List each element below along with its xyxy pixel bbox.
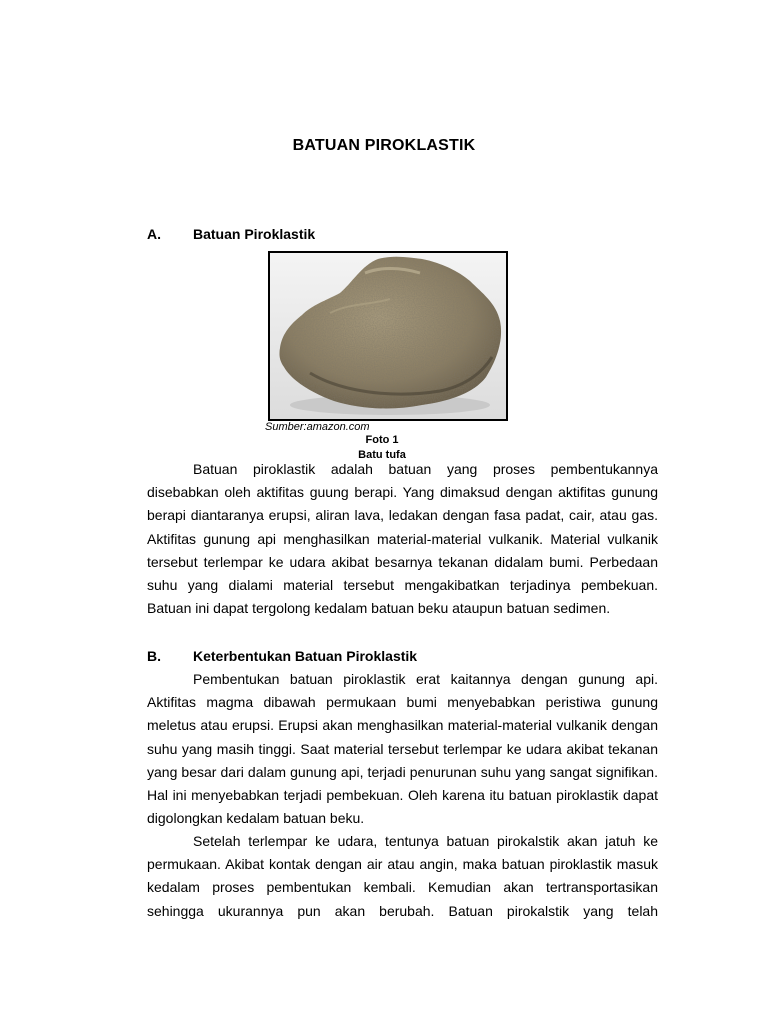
section-a-title: Batuan Piroklastik [193,226,316,242]
photo-credit: Sumber:amazon.com [265,421,370,433]
section-b-number: B. [147,648,161,664]
page-title: BATUAN PIROKLASTIK [292,137,476,154]
porous-tuff-rock-icon [270,253,506,419]
section-b-paragraph-1: Pembentukan batuan piroklastik erat kaitannya dengan gunung api. Aktifitas magma dibawah permukaan bumi menyebabkan peristiwa gunung meletus atau erupsi. Erupsi akan menghasilkan material-material vulkanik dengan suhu yang masih tinggi. Saat material tersebut terlempar ke udara akibat tekanan yang besar dari dalam gunung api, terjadi penurunan suhu yang sangat signifikan. Hal ini menyebabkan terjadi pembekuan. Oleh karena itu batuan piroklastik dapat digolongkan kedalam batuan beku. [147,671,658,827]
figure-label: Foto 1 [365,434,399,446]
section-a-heading [147,226,315,242]
section-a-paragraph: Batuan piroklastik adalah batuan yang proses pembentukannya disebabkan oleh aktifitas guung berapi. Yang dimaksud dengan aktifitas gunung berapi diantaranya erupsi, aliran lava, ledakan dengan fasa padat, cair, atau gas. Aktifitas gunung api menghasilkan material-material vulkanik. Material vulkanik tersebut terlempar ke udara akibat besarnya tekanan didalam bumi. Perbedaan suhu yang dialami material tersebut mengakibatkan terjadinya pembekuan. Batuan ini dapat tergolong kedalam batuan beku ataupun batuan sedimen. [147,461,658,617]
section-b-title: Keterbentukan Batuan Piroklastik [193,648,418,664]
section-b-paragraph-2: Setelah terlempar ke udara, tentunya batuan pirokalstik akan jatuh ke permukaan. Akibat kontak dengan air atau angin, maka batuan piroklastik masuk kedalam proses pembentukan kembali. Kemudian akan tertransportasikan sehingga ukurannya pun akan berubah. Batuan pirokalstik yang telah [147,833,658,919]
section-a-number: A. [147,226,161,242]
figure-caption: Batu tufa [358,449,406,461]
section-b-heading [147,648,417,664]
rock-photo [268,251,508,421]
